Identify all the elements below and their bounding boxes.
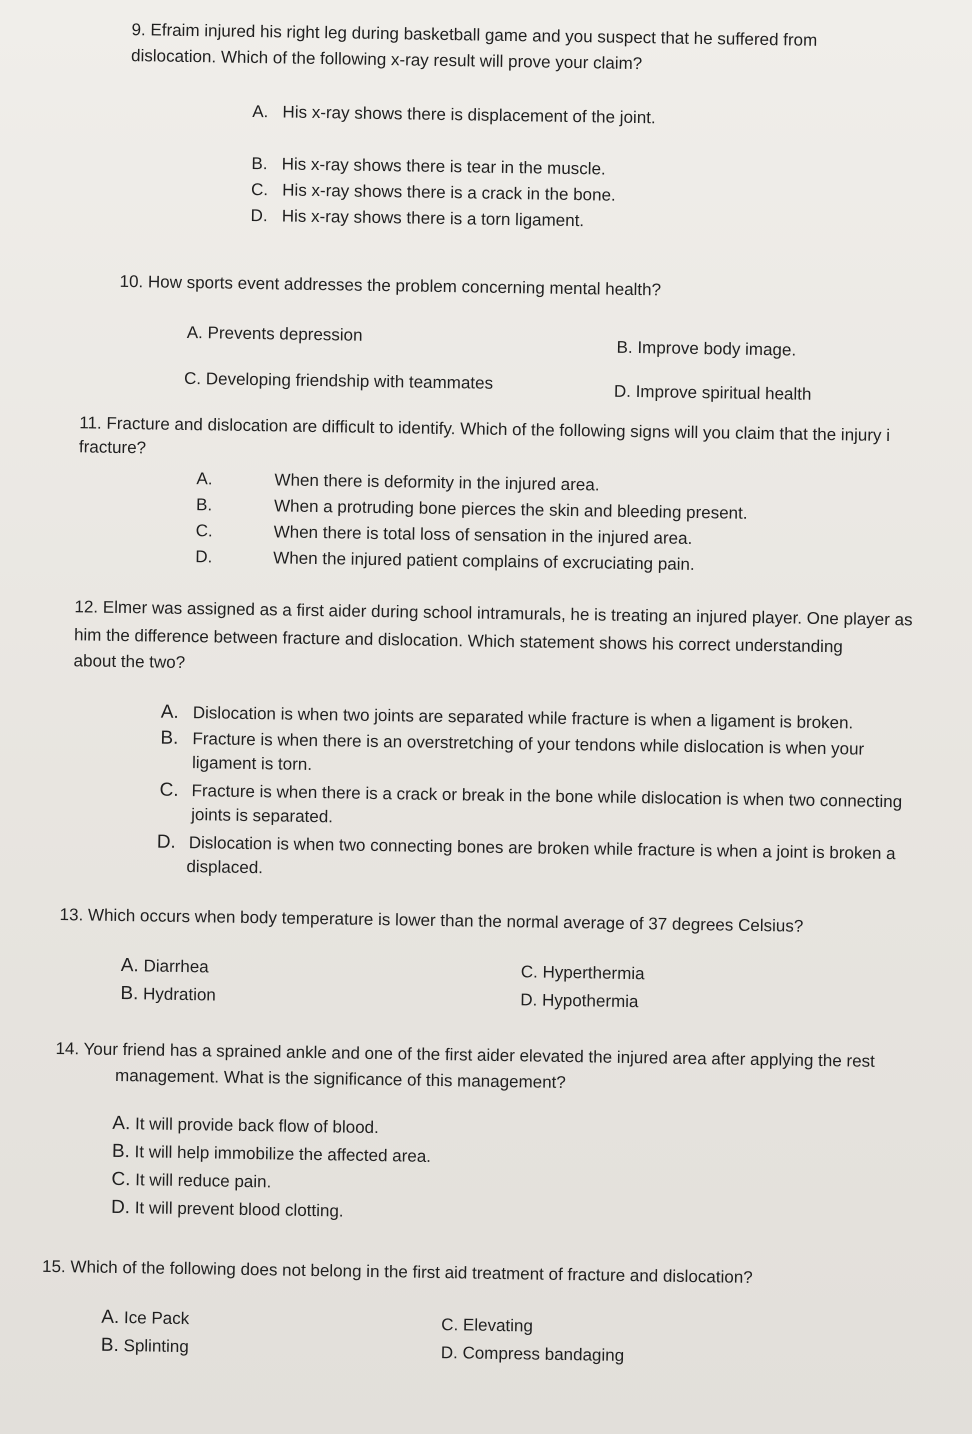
question-text: Which of the following does not belong in the first aid treatment of fracture and dislocation? bbox=[70, 1257, 753, 1287]
question-12-line-1 bbox=[74, 597, 912, 630]
option-text: Ice Pack bbox=[123, 1308, 190, 1329]
option-letter: A. bbox=[120, 955, 139, 977]
option-letter: B. bbox=[616, 337, 633, 357]
option-letter: C. bbox=[195, 521, 213, 541]
option-text: When there is deformity in the injured area. bbox=[274, 470, 600, 495]
option-text: Splinting bbox=[123, 1336, 189, 1357]
option-d[interactable] bbox=[157, 833, 896, 865]
option-text: His x-ray shows there is displacement of the joint. bbox=[282, 102, 656, 128]
option-letter: D. bbox=[250, 205, 268, 226]
option-b[interactable] bbox=[251, 154, 606, 180]
option-c[interactable] bbox=[111, 1170, 271, 1193]
option-a[interactable] bbox=[161, 703, 854, 734]
question-14-line-2: management. What is the significance of this management? bbox=[114, 1065, 566, 1093]
question-text: Which occurs when body temperature is lower than the normal average of 37 degrees Celsius? bbox=[87, 905, 804, 936]
question-number: 13. bbox=[59, 905, 84, 925]
option-text: When there is total loss of sensation in the injured area. bbox=[273, 522, 693, 548]
option-b[interactable] bbox=[101, 1336, 189, 1357]
option-text: Fracture is when there is a crack or break in the bone while dislocation is when two connecting bbox=[191, 781, 903, 812]
question-number: 14. bbox=[55, 1039, 80, 1059]
option-text: Compress bandaging bbox=[462, 1343, 625, 1365]
option-text: Hypothermia bbox=[541, 990, 639, 1012]
option-b[interactable] bbox=[196, 495, 748, 524]
option-d[interactable] bbox=[195, 547, 695, 575]
option-text: Hydration bbox=[142, 984, 216, 1005]
option-b[interactable] bbox=[120, 984, 216, 1005]
option-b-line-2: ligament is torn. bbox=[191, 753, 313, 774]
question-text: How sports event addresses the problem concerning mental health? bbox=[147, 272, 662, 300]
option-letter: A. bbox=[252, 101, 269, 122]
option-letter: B. bbox=[120, 983, 139, 1005]
option-letter: A. bbox=[160, 701, 179, 723]
option-letter: C. bbox=[183, 368, 202, 389]
option-text: When the injured patient complains of excruciating pain. bbox=[273, 548, 695, 574]
option-text: It will prevent blood clotting. bbox=[134, 1198, 344, 1221]
question-11-line-1 bbox=[79, 413, 890, 446]
option-b[interactable] bbox=[112, 1142, 431, 1167]
option-a[interactable] bbox=[101, 1308, 189, 1329]
option-c[interactable] bbox=[521, 962, 645, 984]
question-number: 9. bbox=[131, 20, 146, 40]
option-text: Prevents depression bbox=[207, 323, 363, 345]
question-10-line-1 bbox=[119, 272, 661, 301]
question-9-line-1 bbox=[131, 20, 817, 51]
option-letter: C. bbox=[111, 1168, 131, 1191]
question-9-line-2: dislocation. Which of the following x-ray result will prove your claim? bbox=[130, 46, 643, 74]
option-letter: B. bbox=[100, 1334, 119, 1357]
option-letter: B. bbox=[251, 153, 268, 174]
question-12-line-3: about the two? bbox=[73, 651, 186, 672]
option-d[interactable] bbox=[250, 206, 584, 231]
question-number: 11. bbox=[79, 413, 102, 433]
option-text: Improve spiritual health bbox=[635, 382, 812, 404]
option-a[interactable] bbox=[187, 323, 363, 346]
option-d[interactable] bbox=[441, 1343, 625, 1366]
option-letter: A. bbox=[196, 469, 213, 489]
option-text: When a protruding bone pierces the skin and bleeding present. bbox=[273, 496, 748, 523]
option-letter: D. bbox=[440, 1343, 458, 1363]
question-11-line-2: fracture? bbox=[78, 437, 147, 458]
option-a[interactable] bbox=[252, 102, 656, 128]
option-text: His x-ray shows there is a crack in the bone. bbox=[282, 180, 616, 205]
option-text: Hyperthermia bbox=[542, 962, 645, 984]
option-text: His x-ray shows there is a torn ligament. bbox=[281, 206, 585, 231]
option-text: It will reduce pain. bbox=[135, 1170, 272, 1192]
option-c[interactable] bbox=[251, 180, 616, 206]
question-text: Fracture and dislocation are difficult to identify. Which of the following signs will you claim that the injury i bbox=[106, 413, 891, 446]
option-letter: D. bbox=[195, 547, 213, 567]
option-text: Dislocation is when two connecting bones are broken while fracture is when a joint is broken a bbox=[188, 833, 896, 864]
question-13-line-1 bbox=[59, 905, 803, 937]
option-text: Elevating bbox=[462, 1315, 534, 1336]
option-letter: B. bbox=[195, 495, 213, 515]
question-number: 15. bbox=[41, 1256, 66, 1277]
option-letter: B. bbox=[111, 1140, 131, 1163]
option-c[interactable] bbox=[441, 1315, 533, 1336]
option-c[interactable] bbox=[196, 521, 693, 549]
option-b[interactable] bbox=[616, 338, 796, 361]
option-letter: A. bbox=[101, 1306, 120, 1329]
option-letter: A. bbox=[112, 1112, 131, 1135]
option-text: It will provide back flow of blood. bbox=[134, 1114, 379, 1138]
question-number: 12. bbox=[74, 597, 99, 617]
option-c-line-2: joints is separated. bbox=[191, 805, 334, 827]
option-letter: C. bbox=[441, 1315, 459, 1335]
option-letter: A. bbox=[186, 322, 204, 343]
option-letter: D. bbox=[613, 381, 632, 401]
option-text: Diarrhea bbox=[143, 956, 209, 977]
option-a[interactable] bbox=[196, 469, 599, 495]
option-d[interactable] bbox=[520, 990, 638, 1012]
option-text: Developing friendship with teammates bbox=[205, 369, 494, 393]
question-text: Elmer was assigned as a first aider during school intramurals, he is treating an injured player. One player as bbox=[102, 597, 913, 630]
option-letter: B. bbox=[160, 727, 179, 749]
option-c[interactable] bbox=[184, 369, 493, 394]
question-12-line-2: him the difference between fracture and dislocation. Which statement shows his correct understanding bbox=[73, 625, 843, 657]
option-text: His x-ray shows there is tear in the muscle. bbox=[281, 154, 606, 179]
option-letter: D. bbox=[110, 1196, 131, 1219]
option-letter: C. bbox=[520, 962, 538, 982]
option-a[interactable] bbox=[112, 1114, 379, 1138]
option-text: Dislocation is when two joints are separated while fracture is when a ligament is broken. bbox=[192, 703, 854, 733]
option-a[interactable] bbox=[121, 956, 209, 977]
option-d-line-2: displaced. bbox=[186, 857, 264, 878]
option-letter: C. bbox=[250, 179, 269, 200]
question-text: Efraim injured his right leg during basketball game and you suspect that he suffered from bbox=[150, 20, 818, 50]
question-number: 10. bbox=[119, 271, 144, 292]
option-letter: C. bbox=[159, 779, 179, 801]
option-text: Fracture is when there is an overstretching of your tendons while dislocation is when your bbox=[192, 729, 865, 759]
option-text: Improve body image. bbox=[637, 338, 797, 360]
option-text: It will help immobilize the affected area. bbox=[134, 1142, 432, 1166]
option-d[interactable] bbox=[614, 382, 812, 405]
question-text: Your friend has a sprained ankle and one of the first aider elevated the injured area after applying the rest bbox=[83, 1039, 875, 1071]
option-letter: D. bbox=[156, 831, 176, 853]
option-letter: D. bbox=[520, 990, 538, 1010]
question-9 bbox=[0, 0, 972, 231]
option-d[interactable] bbox=[111, 1198, 344, 1222]
question-15-line-1 bbox=[42, 1257, 753, 1288]
